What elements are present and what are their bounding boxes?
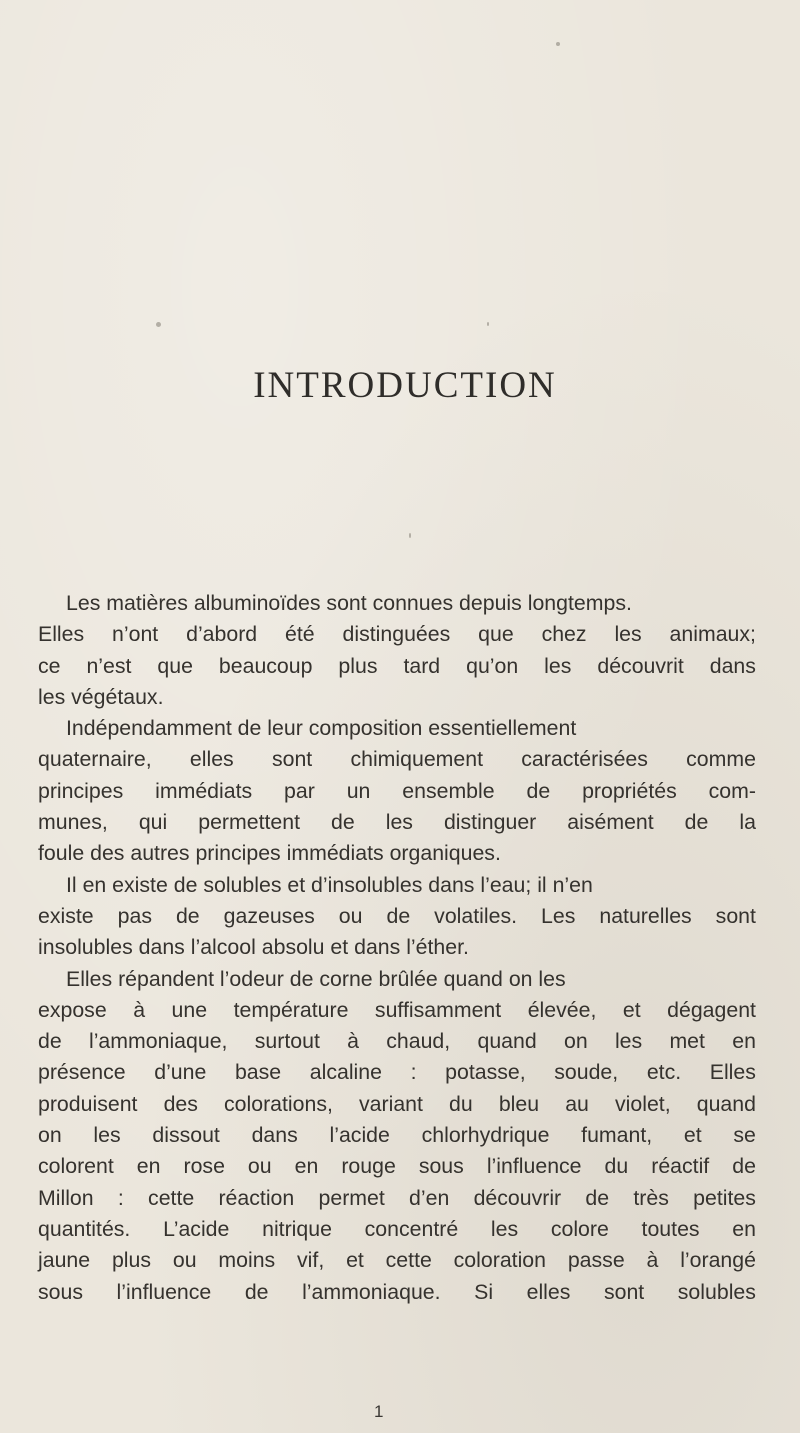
text-line: quaternaire, elles sont chimiquement caractérisées comme: [38, 747, 756, 772]
paper-speck: [487, 322, 489, 326]
text-line: Elles n’ont d’abord été distinguées que chez les animaux;: [38, 622, 756, 647]
text-line: Indépendamment de leur composition essentiellement: [66, 716, 577, 741]
text-line: sous l’influence de l’ammoniaque. Si elles sont solubles: [38, 1279, 756, 1304]
text-line: Millon : cette réaction permet d’en découvrir de très petites: [38, 1185, 756, 1210]
paper-speck: [156, 322, 161, 327]
page-title: INTRODUCTION: [253, 365, 557, 406]
text-line: foule des autres principes immédiats organiques.: [38, 841, 501, 866]
text-line: de l’ammoniaque, surtout à chaud, quand on les met en: [38, 1029, 756, 1054]
page-number: 1: [374, 1402, 384, 1421]
text-line: quantités. L’acide nitrique concentré les colore toutes en: [38, 1216, 756, 1241]
text-line: insolubles dans l’alcool absolu et dans l’éther.: [38, 935, 469, 960]
text-line: principes immédiats par un ensemble de propriétés com-: [38, 778, 756, 803]
text-line: Il en existe de solubles et d’insolubles dans l’eau; il n’en: [66, 872, 593, 897]
paper-speck: [409, 533, 411, 538]
text-line: présence d’une base alcaline : potasse, soude, etc. Elles: [38, 1060, 756, 1085]
text-line: munes, qui permettent de les distinguer aisément de la: [38, 810, 756, 835]
text-line: Elles répandent l’odeur de corne brûlée quand on les: [66, 966, 566, 991]
text-line: on les dissout dans l’acide chlorhydrique fumant, et se: [38, 1123, 756, 1148]
text-line: ce n’est que beaucoup plus tard qu’on les découvrit dans: [38, 653, 756, 678]
text-line: jaune plus ou moins vif, et cette coloration passe à l’orangé: [38, 1248, 756, 1273]
text-line: expose à une température suffisamment élevée, et dégagent: [38, 997, 756, 1022]
text-line: colorent en rose ou en rouge sous l’influence du réactif de: [38, 1154, 756, 1179]
paper-speck: [556, 42, 560, 46]
text-line: existe pas de gazeuses ou de volatiles. Les naturelles sont: [38, 903, 756, 928]
text-line: les végétaux.: [38, 684, 164, 709]
text-line: Les matières albuminoïdes sont connues depuis longtemps.: [66, 591, 632, 615]
text-line: produisent des colorations, variant du bleu au violet, quand: [38, 1091, 756, 1116]
body-text: [38, 588, 756, 1308]
